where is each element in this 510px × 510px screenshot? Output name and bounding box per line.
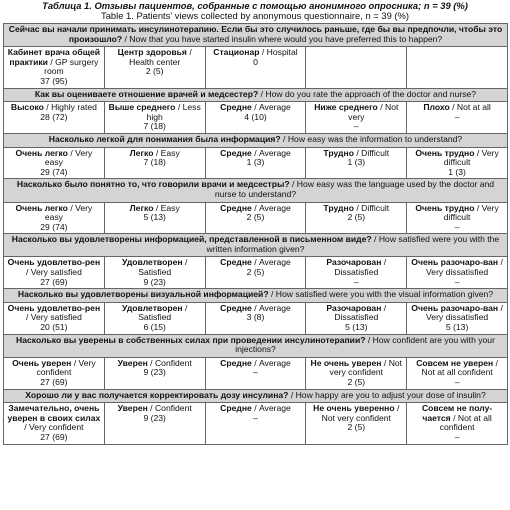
answer-count: 20 (51) [40,322,68,333]
question-text [4,24,508,47]
answer-english: Difficult [361,147,390,158]
answer-count: – [253,367,258,378]
answer-english: Not at all confident [421,367,493,378]
answer-count: 6 (15) [143,322,166,333]
answer-cell [4,257,105,289]
answer-cell [407,102,508,134]
separator: / [450,412,458,423]
separator: / [47,56,56,67]
question-text [4,234,508,257]
answer-english: Health center [129,56,181,67]
answer-english: Average [258,403,291,414]
answer-row [4,147,508,179]
answer-english: Very difficult [443,147,499,168]
answer-cell [104,47,205,88]
answer-russian: Разочарован [326,257,382,268]
answer-english: Average [258,257,291,268]
answer-russian: Средне [220,202,252,213]
answer-row [4,403,508,444]
question-text [4,334,508,357]
question-english: / How easy was the language used by the doctor and nurse to understand? [214,179,495,199]
question-english: / How easy was the information to understand? [280,133,463,144]
separator: / [25,267,31,278]
separator: / [25,312,31,323]
answer-english: Easy [160,147,180,158]
separator: / [251,147,259,158]
answer-count: 28 (72) [40,111,68,122]
answer-russian: Совсем не уверен [416,357,494,368]
answer-row [4,302,508,334]
answer-cell [104,102,205,134]
answer-russian: Средне [220,102,252,113]
answer-count: 27 (69) [40,276,68,287]
question-russian: Насколько легкой для понимания была информация? [48,133,281,144]
answer-cell [306,302,407,334]
separator: / [381,357,389,368]
answer-count: 29 (74) [40,221,68,232]
answer-russian: Ниже среднего [314,102,378,113]
separator: / [67,202,76,213]
answer-english: Very easy [44,147,93,168]
question-english: / How happy are you to adjust your dose of insulin? [288,389,486,400]
answer-cell [306,147,407,179]
answer-cell [407,302,508,334]
question-text [4,389,508,403]
separator: / [381,257,387,268]
separator: / [175,102,183,113]
answer-russian: Средне [220,357,252,368]
answer-cell [104,403,205,444]
answer-english: Very easy [44,202,93,223]
question-russian: Хорошо ли у вас получается корректировать дозу инсулина? [25,389,289,400]
answer-english: Dissatisfied [334,312,379,323]
answer-english: Very dissatisfied [426,267,489,278]
answer-count: 9 (23) [143,367,166,378]
separator: / [498,302,503,313]
caption-english: Table 1. Patients' views collected by anonymous questionnaire, n = 39 (%) [101,10,409,21]
answer-english: Very confident [36,357,96,378]
answer-russian: Плохо [423,102,450,113]
separator: / [147,403,155,414]
answer-russian: Очень легко [15,147,68,158]
answer-english: Not at all confident [439,412,492,433]
answer-cell [306,257,407,289]
question-text [4,289,508,303]
separator: / [474,202,482,213]
answer-english: Satisfied [138,312,172,323]
answer-row [4,357,508,389]
question-row [4,289,508,303]
answer-row [4,202,508,234]
answer-english: Very confident [29,422,84,433]
answer-count: 5 (13) [345,322,368,333]
separator: / [381,302,387,313]
answer-english: Not at all [456,102,491,113]
answer-russian: Очень удовлетво-рен [7,302,101,313]
answer-count: 27 (69) [40,431,68,442]
answer-english: Not very confident [321,412,391,423]
answer-russian: Удовлетворен [122,257,183,268]
answer-english: Average [258,102,291,113]
answer-cell [407,403,508,444]
answer-english: Average [258,357,291,368]
answer-cell [205,102,306,134]
answer-count: 29 (74) [40,166,68,177]
answer-russian: Совсем не полу-чается [421,403,493,423]
answer-cell [205,147,306,179]
separator: / [251,102,259,113]
answer-count: 2 (5) [145,66,164,77]
answer-russian: Очень разочаро-ван [411,302,499,313]
answer-cell [104,302,205,334]
answer-russian: Трудно [323,202,354,213]
answer-count: 1 (3) [448,166,466,177]
answer-cell [407,47,508,88]
answer-russian: Высоко [10,102,44,113]
answer-cell [205,357,306,389]
answer-russian: Очень легко [15,202,68,213]
separator: / [153,202,161,213]
answer-cell [205,47,306,88]
separator: / [182,302,188,313]
answer-count: – [353,276,359,287]
answer-cell [306,202,407,234]
separator: / [251,302,259,313]
answer-count: 1 (3) [246,157,265,168]
answer-cell [306,403,407,444]
answer-count: 2 (5) [347,212,366,223]
answer-count: – [454,221,460,232]
answer-count: 7 (18) [143,157,166,168]
answer-russian: Очень уверен [12,357,72,368]
answer-english: Difficult [361,202,390,213]
answer-cell [104,202,205,234]
answer-russian: Легко [129,147,154,158]
answer-count: – [253,412,258,423]
answer-cell [205,302,306,334]
separator: / [153,147,161,158]
answer-cell [104,357,205,389]
question-english: / How do you rate the approach of the doctor and nurse? [258,88,477,99]
answer-cell [4,302,105,334]
answer-russian: Средне [220,257,252,268]
question-english: / How satisfied were you with the written information given? [206,234,500,254]
answer-cell [306,102,407,134]
answer-count: 2 (5) [347,377,366,387]
answer-count: 37 (95) [40,75,68,86]
question-english: / How satisfied were you with the visual information given? [268,289,494,300]
answer-russian: Средне [220,147,252,158]
question-text [4,179,508,202]
answer-russian: Разочарован [326,302,382,313]
separator: / [493,357,498,368]
answer-count: 27 (69) [40,377,68,387]
separator: / [259,47,267,58]
survey-table [3,23,508,445]
answer-count: 5 (13) [445,322,469,333]
answer-cell [4,47,105,88]
answer-english: Confident [154,357,192,368]
answer-count: 5 (13) [143,212,166,223]
answer-count: – [454,111,460,122]
separator: / [251,202,259,213]
separator: / [43,102,52,113]
answer-cell [104,257,205,289]
separator: / [394,403,400,414]
answer-russian: Очень разочаро-ван [411,257,499,268]
answer-english: Not very [348,102,399,122]
question-text [4,88,508,102]
question-row [4,133,508,147]
answer-russian: Очень удовлетво-рен [7,257,101,268]
separator: / [377,102,385,113]
answer-count: 0 [253,56,258,67]
answer-cell [4,147,105,179]
answer-english: Hospital [266,47,298,58]
question-row [4,24,508,47]
answer-row [4,102,508,134]
answer-russian: Очень трудно [415,147,475,158]
separator: / [251,403,259,414]
answer-count: 3 (8) [246,312,265,323]
question-russian: Насколько вы удовлетворены визуальной информацией? [17,289,269,300]
question-row [4,389,508,403]
answer-english: Average [258,202,291,213]
table-caption [0,0,510,21]
answer-english: Very difficult [443,202,499,223]
separator: / [67,147,76,158]
answer-russian: Не очень уверенно [313,403,395,414]
answer-russian: Кабинет врача общей практики [7,47,101,67]
answer-count: – [454,377,460,387]
answer-russian: Средне [220,403,252,414]
answer-english: Satisfied [138,267,172,278]
question-text [4,133,508,147]
answer-russian: Центр здоровья [117,47,187,58]
separator: / [353,202,362,213]
separator: / [24,422,30,433]
question-row [4,88,508,102]
survey-table-body [4,24,508,445]
caption-russian: Таблица 1. Отзывы пациентов, собранные с помощью анонимного опросника; n = 39 (%) [42,0,468,11]
separator: / [71,357,79,368]
answer-row [4,257,508,289]
answer-cell [205,202,306,234]
answer-russian: Замечательно, очень уверен в своих силах [7,403,101,423]
separator: / [449,102,457,113]
answer-count: 9 (23) [143,412,166,423]
answer-russian: Легко [129,202,154,213]
question-row [4,234,508,257]
answer-count: 2 (5) [347,422,366,433]
question-row [4,334,508,357]
answer-cell [407,357,508,389]
answer-cell [4,357,105,389]
answer-russian: Выше среднего [108,102,176,113]
answer-english: Dissatisfied [334,267,379,278]
question-english: / Now that you have started insulin where would you have preferred this to happen? [122,33,443,44]
answer-english: Average [258,147,291,158]
answer-russian: Средне [220,302,252,313]
answer-russian: Стационар [213,47,260,58]
question-russian: Насколько вы удовлетворены информацией, представленной в письменном виде? [11,234,372,245]
separator: / [353,147,362,158]
answer-count: – [353,121,359,132]
answer-count: – [454,431,460,442]
answer-english: Very satisfied [30,267,82,278]
answer-cell [205,257,306,289]
answer-count: 2 (5) [246,267,265,278]
answer-cell [104,147,205,179]
answer-count: 1 (3) [347,157,366,168]
answer-english: Not very confident [329,357,403,378]
answer-cell [205,403,306,444]
answer-cell [407,202,508,234]
question-russian: Насколько вы уверены в собственных силах при проведении инсулинотерапии? [16,334,366,345]
answer-russian: Очень трудно [415,202,475,213]
answer-english: Less high [146,102,201,122]
separator: / [182,257,188,268]
answer-russian: Удовлетворен [122,302,183,313]
question-russian: Насколько было понятно то, что говорили врачи и медсестры? [16,179,290,190]
answer-cell [4,202,105,234]
question-russian: Как вы оцениваете отношение врачей и медсестер? [34,88,259,99]
answer-count: 7 (18) [143,121,166,132]
answer-english: Average [258,302,291,313]
question-row [4,179,508,202]
answer-count: – [454,276,460,287]
separator: / [251,257,259,268]
answer-english: Highly rated [51,102,97,113]
answer-russian: Уверен [117,357,148,368]
question-english: / How confident are you with your injections? [235,334,495,355]
separator: / [498,257,503,268]
answer-cell [4,403,105,444]
answer-cell [306,357,407,389]
answer-cell [407,147,508,179]
answer-cell [4,102,105,134]
answer-russian: Не очень уверен [310,357,382,368]
question-russian: Сейчас вы начали принимать инсулинотерапию. Если бы это случилось раньше, где бы вы предпочли, чтобы это произошло? [8,24,503,44]
answer-cell [306,47,407,88]
answer-count: 4 (10) [244,111,267,122]
answer-english: Very satisfied [30,312,82,323]
answer-english: Very dissatisfied [426,312,489,323]
answer-row [4,47,508,88]
separator: / [186,47,192,58]
answer-english: Easy [160,202,180,213]
answer-english: Confident [154,403,192,414]
answer-russian: Трудно [323,147,354,158]
answer-english: GP surgery room [44,56,99,77]
answer-count: 2 (5) [246,212,265,223]
answer-cell [407,257,508,289]
separator: / [251,357,259,368]
answer-count: 9 (23) [143,276,166,287]
separator: / [474,147,482,158]
answer-russian: Уверен [117,403,148,414]
separator: / [147,357,155,368]
